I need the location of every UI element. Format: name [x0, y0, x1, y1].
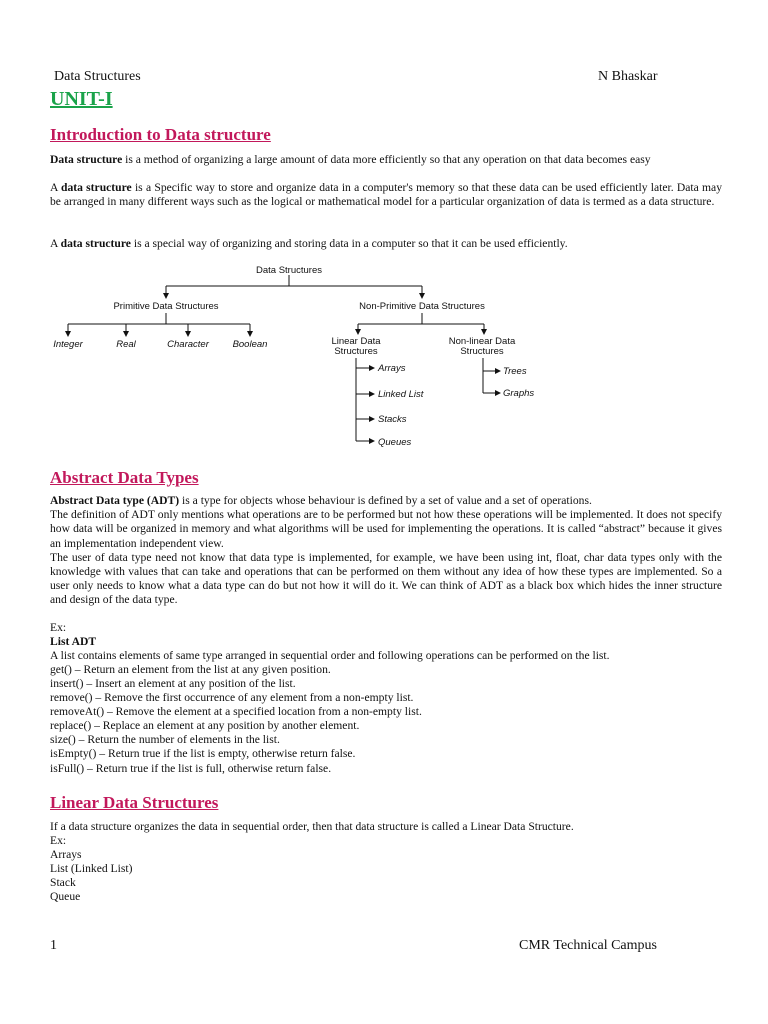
intro-paragraph-3 [50, 237, 722, 251]
diagram-nonlinear-line1: Non-linear Data [448, 336, 516, 347]
linear-paragraph: If a data structure organizes the data in sequential order, then that data structure is called a Linear Data Structure. [50, 820, 574, 833]
intro-p2-bold: data structure [61, 181, 132, 194]
diagram-non-primitive: Non-Primitive Data Structures [359, 301, 485, 312]
op-replace: replace() – Replace an element at any position by another element. [50, 719, 360, 732]
intro-p2-text: is a Specific way to store and organize data in a computer's memory so that these data can be used efficiently later. Data may be arranged in many different ways such as the logical or mathematical model for a particular organization of data is termed as a data structure. [50, 181, 722, 209]
intro-heading: Introduction to Data structure [50, 125, 271, 144]
intro-paragraph-2 [50, 181, 722, 209]
adt-paragraph-1 [50, 494, 722, 508]
diagram-linear-line2: Structures [334, 346, 378, 357]
op-remove-at: removeAt() – Remove the element at a specified location from a non-empty list. [50, 705, 422, 718]
adt-paragraph-3: The user of data type need not know that data type is implemented, for example, we have been using int, float, char data types only with the knowledge with values that can take and operations that can be performed on them without any idea of how these types are implemented. So a user only needs to know what a data type can do but not how it will do it. We can think of ADT as a black box which hides the inner structure and design of the data type. [50, 550, 722, 607]
adt-paragraph-2: The definition of ADT only mentions what operations are to be performed but not how these operations will be implemented. It does not specify how data will be organized in memory and what algorithms will be used for implementing the operations. It is called “abstract” because it gives an implementation independent view. [50, 508, 722, 550]
linear-heading: Linear Data Structures [50, 793, 219, 812]
footer-page-number: 1 [50, 938, 57, 953]
intro-p2-pre: A [50, 181, 61, 194]
diagram-root: Data Structures [256, 265, 322, 276]
diagram-boolean: Boolean [232, 339, 268, 350]
header-right: N Bhaskar [598, 69, 658, 84]
op-is-empty: isEmpty() – Return true if the list is empty, otherwise return false. [50, 747, 356, 760]
intro-p3-pre: A [50, 237, 61, 250]
linear-example-queue: Queue [50, 890, 81, 903]
adt-body [50, 494, 722, 608]
adt-ex-label: Ex: [50, 621, 67, 634]
op-is-full: isFull() – Return true if the list is full, otherwise return false. [50, 762, 332, 775]
diagram-graphs: Graphs [503, 388, 535, 399]
linear-ex-label: Ex: [50, 834, 67, 847]
footer-campus: CMR Technical Campus [519, 938, 657, 953]
diagram-linear-line1: Linear Data [331, 336, 381, 347]
unit-title: UNIT-I [50, 88, 113, 110]
diagram-character: Character [167, 339, 209, 350]
adt-p1-text: is a type for objects whose behaviour is defined by a set of value and a set of operations. [179, 494, 592, 507]
intro-paragraph-1 [50, 153, 722, 167]
diagram-primitive: Primitive Data Structures [113, 301, 219, 312]
linear-example-list: List (Linked List) [50, 862, 133, 875]
intro-p1-text: is a method of organizing a large amount of data more efficiently so that any operation on that data becomes easy [122, 153, 651, 166]
diagram-real: Real [116, 339, 136, 350]
intro-p1-bold: Data structure [50, 153, 123, 166]
diagram-queues: Queues [378, 437, 412, 448]
linear-example-arrays: Arrays [50, 848, 82, 861]
data-structures-diagram [40, 258, 560, 453]
op-size: size() – Return the number of elements in the list. [50, 733, 280, 746]
diagram-stacks: Stacks [378, 414, 407, 425]
diagram-nonlinear-line2: Structures [460, 346, 504, 357]
linear-example-stack: Stack [50, 876, 76, 889]
diagram-integer: Integer [53, 339, 83, 350]
intro-p3-bold: data structure [60, 237, 131, 250]
diagram-arrays: Arrays [378, 363, 406, 374]
op-get: get() – Return an element from the list at any given position. [50, 663, 331, 676]
adt-heading: Abstract Data Types [50, 468, 199, 487]
list-adt-intro: A list contains elements of same type arranged in sequential order and following operations can be performed on the list. [50, 649, 610, 662]
diagram-linked-list: Linked List [378, 389, 424, 400]
list-adt-title: List ADT [50, 635, 97, 648]
adt-p1-bold: Abstract Data type (ADT) [50, 494, 180, 507]
op-insert: insert() – Insert an element at any position of the list. [50, 677, 296, 690]
intro-p3-text: is a special way of organizing and storing data in a computer so that it can be used efficiently. [130, 237, 568, 250]
diagram-trees: Trees [503, 366, 527, 377]
header-left: Data Structures [54, 69, 141, 84]
op-remove: remove() – Remove the first occurrence of any element from a non-empty list. [50, 691, 414, 704]
